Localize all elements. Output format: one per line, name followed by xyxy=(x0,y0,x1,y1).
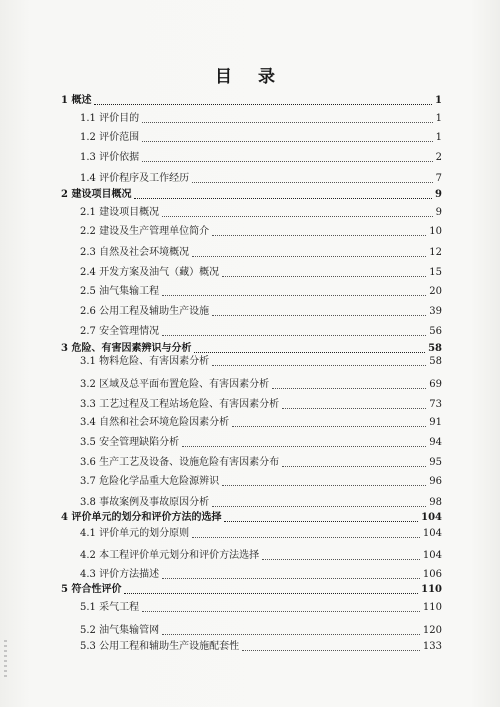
toc-dot-leader xyxy=(194,352,425,353)
toc-dot-leader xyxy=(94,104,432,105)
toc-dot-leader xyxy=(162,634,420,635)
toc-section-entry xyxy=(0,246,500,260)
toc-entry-label: 2.1 建设项目概况 xyxy=(80,207,160,218)
toc-entry-label: 3.8 事故案例及事故原因分析 xyxy=(80,497,210,508)
toc-section-entry xyxy=(0,266,500,280)
toc-entry-page: 20 xyxy=(429,286,442,297)
toc-section-entry xyxy=(0,151,500,165)
toc-entry-label: 3.6 生产工艺及设备、设施危险有害因素分布 xyxy=(80,457,280,468)
toc-section-entry xyxy=(0,549,500,563)
toc-chapter-entry xyxy=(0,342,500,356)
toc-section-entry xyxy=(0,355,500,369)
toc-entry-page: 58 xyxy=(428,343,442,354)
toc-dot-leader xyxy=(212,506,426,507)
scan-edge-mark xyxy=(4,640,7,680)
toc-dot-leader xyxy=(192,256,426,257)
toc-dot-leader xyxy=(192,182,433,183)
toc-entry-label: 3.3 工艺过程及工程站场危险、有害因素分析 xyxy=(80,399,280,410)
toc-section-entry xyxy=(0,131,500,145)
toc-section-entry xyxy=(0,456,500,470)
toc-entry-label: 2 建设项目概况 xyxy=(61,189,132,200)
toc-entry-page: 96 xyxy=(429,476,442,487)
toc-dot-leader xyxy=(232,426,426,427)
toc-dot-leader xyxy=(134,198,432,199)
toc-dot-leader xyxy=(242,650,420,651)
toc-dot-leader xyxy=(142,611,420,612)
toc-entry-label: 5.1 采气工程 xyxy=(80,602,140,613)
toc-entry-label: 5 符合性评价 xyxy=(61,584,122,595)
toc-dot-leader xyxy=(162,216,433,217)
toc-entry-label: 2.3 自然及社会环境概况 xyxy=(80,247,190,258)
toc-section-entry xyxy=(0,206,500,220)
toc-dot-leader xyxy=(182,446,426,447)
toc-entry-page: 94 xyxy=(429,437,442,448)
toc-dot-leader xyxy=(212,235,426,236)
toc-dot-leader xyxy=(272,388,426,389)
toc-dot-leader xyxy=(162,295,426,296)
toc-entry-label: 3.1 物料危险、有害因素分析 xyxy=(80,356,210,367)
toc-entry-page: 1 xyxy=(435,95,442,106)
toc-dot-leader xyxy=(142,141,433,142)
toc-entry-label: 1.4 评价程序及工作经历 xyxy=(80,173,190,184)
toc-entry-page: 9 xyxy=(435,189,442,200)
toc-entry-page: 98 xyxy=(429,497,442,508)
toc-section-entry xyxy=(0,624,500,638)
toc-entry-page: 2 xyxy=(435,152,442,163)
toc-entry-page: 12 xyxy=(429,247,442,258)
toc-entry-label: 5.3 公用工程和辅助生产设施配套性 xyxy=(80,641,240,652)
toc-entry-label: 5.2 油气集输管网 xyxy=(80,625,160,636)
toc-section-entry xyxy=(0,527,500,541)
toc-entry-page: 9 xyxy=(435,207,442,218)
toc-entry-label: 4.2 本工程评价单元划分和评价方法选择 xyxy=(80,550,260,561)
toc-entry-page: 7 xyxy=(435,173,442,184)
toc-dot-leader xyxy=(262,559,420,560)
toc-section-entry xyxy=(0,601,500,615)
toc-section-entry xyxy=(0,112,500,126)
toc-entry-label: 1.1 评价目的 xyxy=(80,113,140,124)
toc-entry-page: 95 xyxy=(429,457,442,468)
toc-title: 目 录 xyxy=(215,67,285,87)
toc-entry-page: 120 xyxy=(422,625,442,636)
toc-dot-leader xyxy=(212,365,426,366)
toc-dot-leader xyxy=(282,408,426,409)
toc-entry-label: 2.2 建设及生产管理单位简介 xyxy=(80,226,210,237)
toc-entry-page: 10 xyxy=(429,226,442,237)
toc-entry-label: 1.3 评价依据 xyxy=(80,152,140,163)
toc-entry-label: 3.2 区域及总平面布置危险、有害因素分析 xyxy=(80,379,270,390)
toc-section-entry xyxy=(0,496,500,510)
toc-section-entry xyxy=(0,285,500,299)
toc-entry-page: 110 xyxy=(421,584,442,595)
toc-chapter-entry xyxy=(0,94,500,108)
toc-entry-page: 1 xyxy=(435,113,442,124)
toc-entry-label: 3.7 危险化学品重大危险源辨识 xyxy=(80,476,220,487)
toc-chapter-entry xyxy=(0,511,500,525)
toc-section-entry xyxy=(0,475,500,489)
toc-section-entry xyxy=(0,325,500,339)
toc-entry-label: 1.2 评价范围 xyxy=(80,132,140,143)
toc-dot-leader xyxy=(162,578,420,579)
toc-chapter-entry xyxy=(0,188,500,202)
toc-section-entry xyxy=(0,305,500,319)
toc-dot-leader xyxy=(224,521,418,522)
toc-chapter-entry xyxy=(0,583,500,597)
toc-entry-page: 73 xyxy=(429,399,442,410)
toc-entry-label: 3 危险、有害因素辨识与分析 xyxy=(61,343,192,354)
toc-entry-label: 2.5 油气集输工程 xyxy=(80,286,160,297)
toc-dot-leader xyxy=(192,537,420,538)
toc-section-entry xyxy=(0,225,500,239)
toc-entry-label: 1 概述 xyxy=(61,95,92,106)
toc-entry-page: 58 xyxy=(429,356,442,367)
toc-entry-label: 2.7 安全管理情况 xyxy=(80,326,160,337)
toc-entry-page: 91 xyxy=(429,417,442,428)
toc-entry-label: 3.5 安全管理缺陷分析 xyxy=(80,437,180,448)
toc-entry-label: 4.1 评价单元的划分原则 xyxy=(80,528,190,539)
toc-entry-label: 3.4 自然和社会环境危险因素分析 xyxy=(80,417,230,428)
toc-entry-page: 110 xyxy=(422,602,442,613)
toc-dot-leader xyxy=(124,593,418,594)
toc-dot-leader xyxy=(142,122,433,123)
toc-section-entry xyxy=(0,416,500,430)
toc-entry-label: 2.6 公用工程及辅助生产设施 xyxy=(80,306,210,317)
toc-section-entry xyxy=(0,436,500,450)
toc-entry-page: 106 xyxy=(422,569,442,580)
toc-dot-leader xyxy=(222,276,426,277)
toc-section-entry xyxy=(0,640,500,654)
toc-entry-page: 1 xyxy=(435,132,442,143)
toc-section-entry xyxy=(0,172,500,186)
toc-dot-leader xyxy=(142,161,433,162)
toc-entry-page: 56 xyxy=(429,326,442,337)
toc-dot-leader xyxy=(162,335,426,336)
toc-section-entry xyxy=(0,378,500,392)
toc-section-entry xyxy=(0,568,500,582)
toc-entry-page: 104 xyxy=(422,528,442,539)
toc-entry-page: 104 xyxy=(421,512,442,523)
toc-entry-page: 133 xyxy=(422,641,442,652)
toc-entry-page: 15 xyxy=(429,267,442,278)
toc-entry-label: 2.4 开发方案及油气（藏）概况 xyxy=(80,267,220,278)
toc-entry-page: 104 xyxy=(422,550,442,561)
toc-entry-page: 69 xyxy=(429,379,442,390)
toc-dot-leader xyxy=(282,466,426,467)
toc-dot-leader xyxy=(222,485,426,486)
toc-entry-label: 4 评价单元的划分和评价方法的选择 xyxy=(61,512,222,523)
toc-entry-label: 4.3 评价方法描述 xyxy=(80,569,160,580)
toc-entry-page: 39 xyxy=(429,306,442,317)
toc-section-entry xyxy=(0,398,500,412)
toc-dot-leader xyxy=(212,315,426,316)
